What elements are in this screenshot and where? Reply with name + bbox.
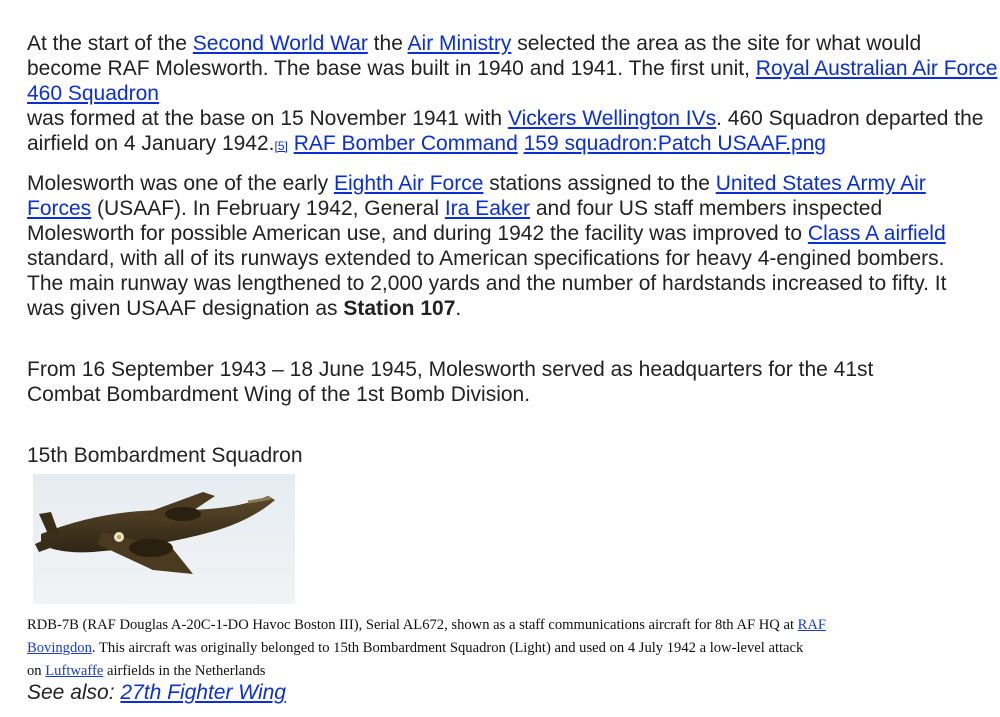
line: Combat Bombardment Wing of the 1st Bomb Division. [27, 383, 531, 406]
text: the [367, 32, 408, 55]
text: was formed at the base on 15 November 1941 with [27, 107, 508, 130]
text: . [455, 297, 462, 320]
link-raf-bovingdon-cont[interactable]: Bovingdon [27, 640, 92, 656]
reference-5-link[interactable]: [5] [274, 139, 288, 153]
link-159-squadron-patch[interactable]: 159 squadron:Patch USAAF.png [523, 132, 826, 155]
link-luftwaffe[interactable]: Luftwaffe [45, 663, 104, 679]
link-raf-bovingdon[interactable]: RAF [797, 617, 827, 633]
paragraph-headquarters [27, 357, 873, 407]
text: Molesworth was one of the early [27, 172, 334, 195]
link-class-a-airfield[interactable]: Class A airfield [807, 222, 946, 245]
link-vickers-wellington[interactable]: Vickers Wellington IVs [507, 107, 717, 130]
link-royal-australian-air-force[interactable]: Royal Australian Air Force [755, 57, 998, 80]
text: RDB-7B (RAF Douglas A-20C-1-DO Havoc Boston III), Serial AL672, shown as a staff communications aircraft for 8th AF HQ at [27, 617, 798, 633]
text: and four US staff members inspected Molesworth for possible American use, and during 1942 the facility was improved to [27, 197, 883, 245]
text: selected the area as the site for what would become RAF Molesworth. The base was built in 1940 and 1941. The first unit, [27, 32, 922, 80]
link-second-world-war[interactable]: Second World War [192, 32, 368, 55]
paragraph-history-2 [27, 171, 972, 321]
link-usaaf[interactable]: United States Army Air Forces [27, 172, 926, 220]
link-eighth-air-force[interactable]: Eighth Air Force [333, 172, 484, 195]
text: stations assigned to the [483, 172, 716, 195]
text: . 460 Squadron departed the airfield on 4 January 1942. [27, 107, 984, 155]
section-heading: 15th Bombardment Squadron [27, 444, 303, 467]
link-raf-bomber-command[interactable]: RAF Bomber Command [293, 132, 518, 155]
text: (USAAF). In February 1942, General [91, 197, 445, 220]
station-designation: Station 107 [343, 297, 456, 320]
text: . This aircraft was originally belonged to 15th Bombardment Squadron (Light) and used on 4 July 1942 a low-level attack [91, 640, 804, 656]
text: airfields in the Netherlands [103, 663, 266, 679]
line: From 16 September 1943 – 18 June 1945, Molesworth served as headquarters for the 41st [27, 358, 874, 381]
text: standard, with all of its runways extended to American specifications for heavy 4-engined bombers. The main runway was lengthened to 2,000 yards and the number of hardstands increased to fifty. It was given USAAF designation as [27, 247, 947, 320]
link-27th-fighter-wing[interactable]: 27th Fighter Wing [120, 681, 286, 704]
link-460-squadron[interactable]: 460 Squadron [27, 82, 159, 105]
aircraft-icon [33, 474, 295, 604]
paragraph-history-1 [27, 31, 1000, 159]
see-also-label: See also: [27, 681, 121, 704]
see-also [27, 680, 286, 705]
image-caption [27, 614, 997, 683]
text: At the start of the [27, 32, 193, 55]
link-air-ministry[interactable]: Air Ministry [407, 32, 512, 55]
text: on [27, 663, 46, 679]
aircraft-photo [33, 474, 295, 604]
link-ira-eaker[interactable]: Ira Eaker [444, 197, 531, 220]
